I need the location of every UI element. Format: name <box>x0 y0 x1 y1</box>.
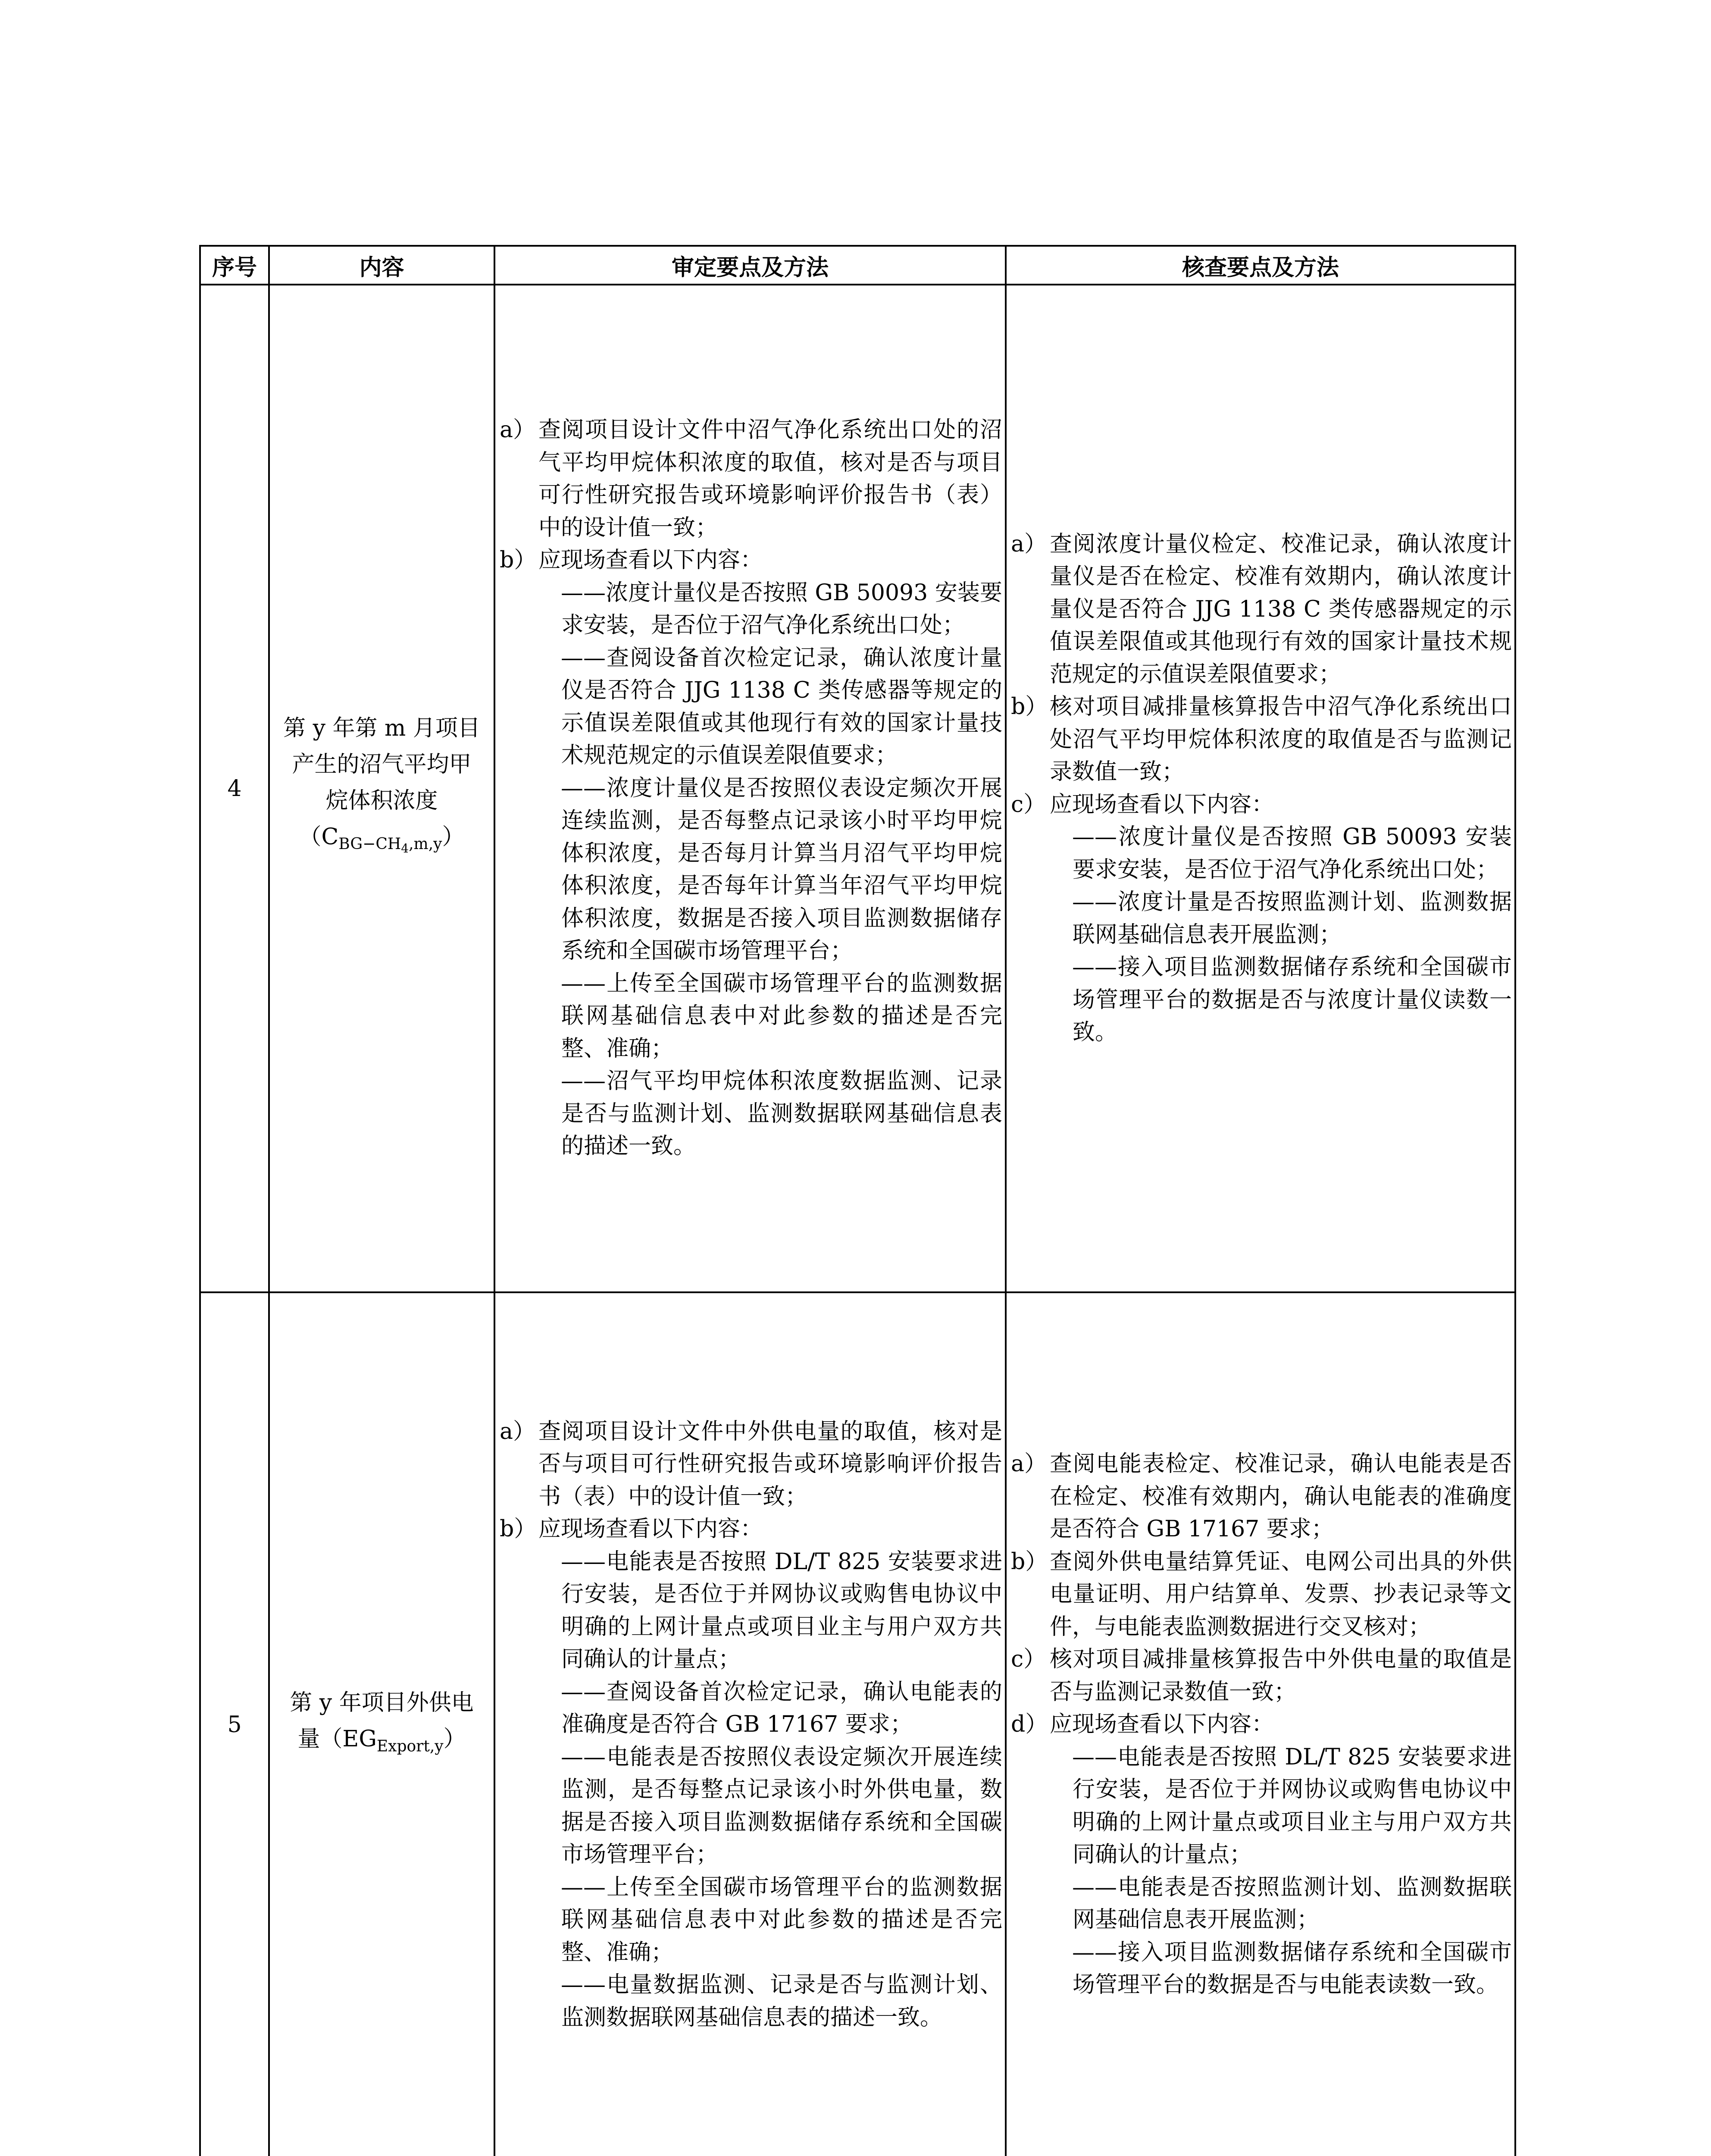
item-text: 应现场查看以下内容： <box>538 547 763 573</box>
parameter-line: 烷体积浓度 <box>325 787 438 814</box>
subscript-index: ,m,y <box>409 835 442 853</box>
item-text: 查阅外供电量结算凭证、电网公司出具的外供电量证明、用户结算单、发票、抄表记录等文件，与电能表监测数据进行交叉核对； <box>1050 1548 1512 1640</box>
verification-subitem: ——浓度计量是否按照监测计划、监测数据联网基础信息表开展监测； <box>1072 889 1512 948</box>
validation-subitem: ——浓度计量仪是否按照仪表设定频次开展连续监测，是否每整点记录该小时平均甲烷体积浓度，是否每月计算当月沼气平均甲烷体积浓度，是否每年计算当年沼气平均甲烷体积浓度，数据是否接入项目监测数据储存系统和全国碳市场管理平台； <box>561 775 1002 964</box>
verification-item <box>1011 1448 1512 1546</box>
parameter-line: 第 y 年项目外供电 <box>290 1690 474 1716</box>
row-5-serial: 5 <box>200 1292 269 2156</box>
verification-subitem: ——浓度计量仪是否按照 GB 50093 安装要求安装，是否位于沼气净化系统出口处； <box>1072 824 1512 883</box>
validation-subitem: ——电能表是否按照仪表设定频次开展连续监测，是否每整点记录该小时外供电量，数据是否接入项目监测数据储存系统和全国碳市场管理平台； <box>561 1744 1002 1868</box>
verification-subitem: ——电能表是否按照监测计划、监测数据联网基础信息表开展监测； <box>1072 1874 1512 1933</box>
parameter-line: 第 y 年第 m 月项目 <box>283 715 480 741</box>
item-text: 查阅项目设计文件中沼气净化系统出口处的沼气平均甲烷体积浓度的取值，核对是否与项目可行性研究报告或环境影响评价报告书（表）中的设计值一致； <box>538 417 1002 541</box>
validation-item <box>500 544 1002 577</box>
item-text: 查阅浓度计量仪检定、校准记录，确认浓度计量仪是否在检定、校准有效期内，确认浓度计量仪是否符合 JJG 1138 C 类传感器规定的示值误差限值或其他现行有效的国家计量技术规范规定的示值误差限值要求； <box>1050 531 1512 687</box>
row-5-verification <box>1006 1292 1515 2156</box>
item-text: 核对项目减排量核算报告中沼气净化系统出口处沼气平均甲烷体积浓度的取值是否与监测记录数值一致； <box>1050 694 1512 785</box>
parameter-line: 产生的沼气平均甲 <box>292 751 472 777</box>
item-marker: b） <box>500 547 537 573</box>
row-4-serial: 4 <box>200 285 269 1292</box>
validation-subitem: ——电能表是否按照 DL/T 825 安装要求进行安装，是否位于并网协议或购售电协议中明确的上网计量点或项目业主与用户双方共同确认的计量点； <box>561 1548 1002 1673</box>
validation-subitem: ——上传至全国碳市场管理平台的监测数据联网基础信息表中对此参数的描述是否完整、准确； <box>561 970 1002 1062</box>
row-5-parameter <box>269 1292 494 2156</box>
row-4-validation <box>494 285 1006 1292</box>
item-text: 应现场查看以下内容： <box>1050 791 1274 818</box>
validation-item <box>500 1416 1002 1514</box>
verification-subitem: ——接入项目监测数据储存系统和全国碳市场管理平台的数据是否与浓度计量仪读数一致。 <box>1072 954 1512 1045</box>
header-serial-number: 序号 <box>200 246 269 285</box>
item-marker: b） <box>1011 694 1048 720</box>
item-marker: b） <box>1011 1548 1048 1575</box>
table-row <box>200 285 1515 1292</box>
validation-item <box>500 414 1002 544</box>
item-text: 应现场查看以下内容： <box>1050 1711 1274 1738</box>
verification-item <box>1011 691 1512 789</box>
item-marker: c） <box>1011 791 1046 818</box>
parameter-symbol-line <box>272 819 491 867</box>
validation-item <box>500 1513 1002 1546</box>
item-text: 查阅项目设计文件中外供电量的取值，核对是否与项目可行性研究报告或环境影响评价报告书（表）中的设计值一致； <box>538 1418 1002 1510</box>
item-marker: c） <box>1011 1646 1046 1673</box>
item-marker: a） <box>1011 531 1047 557</box>
header-content: 内容 <box>269 246 494 285</box>
parameter-symbol-line <box>272 1721 491 1764</box>
verification-subitem: ——接入项目监测数据储存系统和全国碳市场管理平台的数据是否与电能表读数一致。 <box>1072 1939 1512 1998</box>
verification-subitem: ——电能表是否按照 DL/T 825 安装要求进行安装，是否位于并网协议或购售电协议中明确的上网计量点或项目业主与用户双方共同确认的计量点； <box>1072 1744 1512 1868</box>
subscript-main: BG−CH <box>338 835 401 853</box>
table-header-row <box>200 246 1515 285</box>
validation-subitem: ——沼气平均甲烷体积浓度数据监测、记录是否与监测计划、监测数据联网基础信息表的描述一致。 <box>561 1068 1002 1159</box>
item-marker: b） <box>500 1516 537 1542</box>
item-text: 应现场查看以下内容： <box>538 1516 763 1542</box>
item-text: 查阅电能表检定、校准记录，确认电能表是否在检定、校准有效期内，确认电能表的准确度是否符合 GB 17167 要求； <box>1050 1451 1512 1542</box>
symbol-subscript <box>338 835 442 856</box>
symbol-close: ） <box>442 824 465 850</box>
item-marker: a） <box>500 417 536 443</box>
row-5-validation <box>494 1292 1006 2156</box>
symbol-subscript: Export,y <box>376 1737 444 1755</box>
symbol-close: ） <box>443 1726 466 1752</box>
header-verification-method: 核查要点及方法 <box>1006 246 1515 285</box>
item-marker: a） <box>1011 1451 1047 1477</box>
verification-item <box>1011 528 1512 691</box>
validation-subitem: ——上传至全国碳市场管理平台的监测数据联网基础信息表中对此参数的描述是否完整、准确； <box>561 1874 1002 1965</box>
review-table <box>199 245 1516 2156</box>
verification-item <box>1011 1643 1512 1708</box>
validation-subitem: ——电量数据监测、记录是否与监测计划、监测数据联网基础信息表的描述一致。 <box>561 1972 1002 2031</box>
verification-item <box>1011 789 1512 821</box>
symbol-open: 量（EG <box>297 1726 377 1752</box>
table-row <box>200 1292 1515 2156</box>
row-4-parameter <box>269 285 494 1292</box>
item-marker: d） <box>1011 1711 1048 1738</box>
header-validation-method: 审定要点及方法 <box>494 246 1006 285</box>
verification-item <box>1011 1708 1512 1741</box>
item-text: 核对项目减排量核算报告中外供电量的取值是否与监测记录数值一致； <box>1050 1646 1512 1705</box>
validation-subitem: ——查阅设备首次检定记录，确认浓度计量仪是否符合 JJG 1138 C 类传感器等规定的示值误差限值或其他现行有效的国家计量技术规范规定的示值误差限值要求； <box>561 645 1002 769</box>
subscript-small: 4 <box>401 841 409 856</box>
validation-subitem: ——浓度计量仪是否按照 GB 50093 安装要求安装，是否位于沼气净化系统出口处； <box>561 580 1002 639</box>
validation-subitem: ——查阅设备首次检定记录，确认电能表的准确度是否符合 GB 17167 要求； <box>561 1679 1002 1738</box>
row-4-verification <box>1006 285 1515 1292</box>
item-marker: a） <box>500 1418 536 1445</box>
verification-item <box>1011 1546 1512 1644</box>
symbol-open: （C <box>299 824 339 850</box>
